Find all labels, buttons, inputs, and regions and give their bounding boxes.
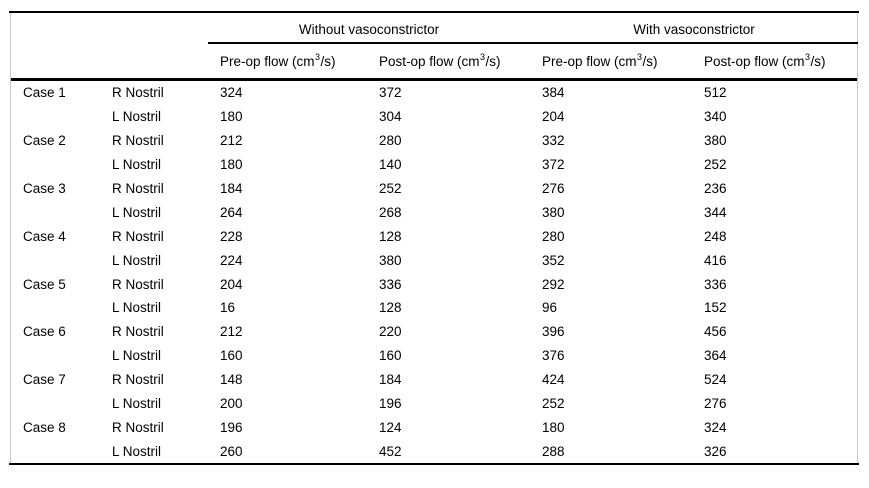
case-label: Case 2	[23, 133, 66, 149]
nostril-label: R Nostril	[112, 419, 164, 435]
with-pre-op-value: 96	[542, 300, 558, 316]
with-post-op-value: 512	[704, 85, 727, 101]
nostril-label: L Nostril	[112, 157, 162, 173]
table-frame	[10, 13, 858, 463]
with-post-op-value: 336	[704, 276, 727, 292]
with-pre-op-value: 292	[542, 276, 565, 292]
case-label: Case 5	[23, 276, 66, 292]
nostril-label: L Nostril	[112, 109, 162, 125]
with-post-op-value: 416	[704, 252, 727, 268]
table-row	[11, 320, 857, 344]
without-post-op-value: 336	[379, 276, 402, 292]
nostril-label: L Nostril	[112, 204, 162, 220]
col-header-without-pre-op: Pre-op flow (cm $^3$ /s)	[220, 52, 336, 69]
with-pre-op-value: 204	[542, 109, 565, 125]
table-row	[11, 81, 857, 105]
without-pre-op-value: 180	[220, 109, 243, 125]
without-pre-op-value: 324	[220, 85, 243, 101]
nostril-label: R Nostril	[112, 324, 164, 340]
with-post-op-value: 236	[704, 181, 727, 196]
with-post-op-value: 324	[704, 419, 727, 435]
without-post-op-value: 160	[379, 348, 402, 364]
without-pre-op-value: 224	[220, 252, 243, 268]
table-row	[11, 368, 857, 392]
table-body	[11, 81, 857, 463]
table-row	[11, 392, 857, 416]
with-post-op-value: 524	[704, 372, 727, 388]
without-post-op-value: 128	[379, 228, 402, 244]
col-header-text: Pre-op flow (cm	[542, 53, 637, 69]
nostril-label: L Nostril	[112, 443, 162, 459]
case-label: Case 1	[23, 85, 66, 101]
col-header-unit: /s)	[642, 53, 658, 69]
without-pre-op-value: 260	[220, 443, 243, 459]
with-post-op-value: 252	[704, 157, 727, 173]
group-header-row	[11, 13, 857, 44]
col-header-without-post-op: Post-op flow (cm $^3$ /s)	[379, 52, 501, 69]
case-label: Case 6	[23, 324, 66, 340]
col-header-unit: /s)	[485, 53, 501, 69]
without-post-op-value: 268	[379, 204, 402, 220]
case-label: Case 8	[23, 419, 66, 435]
table-row	[11, 177, 857, 201]
table-row	[11, 415, 857, 439]
without-pre-op-value: 228	[220, 228, 243, 244]
without-post-op-value: 184	[379, 372, 402, 388]
case-label: Case 4	[23, 228, 66, 244]
col-header-text: Post-op flow (cm	[704, 53, 805, 69]
with-post-op-value: 326	[704, 443, 727, 459]
column-header-row	[11, 44, 857, 81]
with-pre-op-value: 276	[542, 181, 565, 196]
group-header-without-vasoconstrictor: Without vasoconstrictor	[208, 13, 530, 44]
without-pre-op-value: 200	[220, 396, 243, 412]
with-post-op-value: 276	[704, 396, 727, 412]
table-row	[11, 153, 857, 177]
table-row	[11, 224, 857, 248]
with-post-op-value: 380	[704, 133, 727, 149]
without-post-op-value: 140	[379, 157, 402, 173]
group-header-with-vasoconstrictor: With vasoconstrictor	[530, 13, 858, 44]
without-pre-op-value: 160	[220, 348, 243, 364]
col-header-unit: /s)	[810, 53, 826, 69]
without-pre-op-value: 180	[220, 157, 243, 173]
case-label: Case 7	[23, 372, 66, 388]
with-pre-op-value: 180	[542, 419, 565, 435]
with-pre-op-value: 372	[542, 157, 565, 173]
with-pre-op-value: 396	[542, 324, 565, 340]
without-post-op-value: 196	[379, 396, 402, 412]
nostril-label: R Nostril	[112, 133, 164, 149]
without-pre-op-value: 16	[220, 300, 236, 316]
table-row	[11, 248, 857, 272]
with-pre-op-value: 424	[542, 372, 565, 388]
with-post-op-value: 344	[704, 204, 727, 220]
table-row	[11, 272, 857, 296]
with-post-op-value: 364	[704, 348, 727, 364]
table-row	[11, 439, 857, 463]
without-post-op-value: 452	[379, 443, 402, 459]
without-pre-op-value: 184	[220, 181, 243, 196]
with-pre-op-value: 376	[542, 348, 565, 364]
col-header-text: Pre-op flow (cm	[220, 53, 315, 69]
group-header-spacer	[11, 13, 208, 44]
with-pre-op-value: 352	[542, 252, 565, 268]
without-post-op-value: 372	[379, 85, 402, 101]
with-pre-op-value: 252	[542, 396, 565, 412]
without-pre-op-value: 196	[220, 419, 243, 435]
paper-table	[10, 11, 858, 465]
nostril-label: R Nostril	[112, 372, 164, 388]
with-pre-op-value: 380	[542, 204, 565, 220]
col-header-with-pre-op: Pre-op flow (cm $^3$ /s)	[542, 52, 658, 69]
without-post-op-value: 380	[379, 252, 402, 268]
table-row	[11, 296, 857, 320]
without-pre-op-value: 148	[220, 372, 243, 388]
col-header-text: Post-op flow (cm	[379, 53, 480, 69]
nostril-label: R Nostril	[112, 276, 164, 292]
nostril-label: L Nostril	[112, 396, 162, 412]
col-header-with-post-op: Post-op flow (cm $^3$ /s)	[704, 52, 826, 69]
table-row	[11, 129, 857, 153]
case-column-header-empty	[11, 44, 111, 78]
nostril-label: L Nostril	[112, 300, 162, 316]
nostril-label: R Nostril	[112, 181, 164, 196]
without-pre-op-value: 204	[220, 276, 243, 292]
with-post-op-value: 340	[704, 109, 727, 125]
without-pre-op-value: 212	[220, 324, 243, 340]
table-row	[11, 200, 857, 224]
without-pre-op-value: 212	[220, 133, 243, 149]
nostril-label: L Nostril	[112, 252, 162, 268]
with-pre-op-value: 280	[542, 228, 565, 244]
without-pre-op-value: 264	[220, 204, 243, 220]
case-label: Case 3	[23, 181, 66, 196]
with-post-op-value: 248	[704, 228, 727, 244]
with-post-op-value: 152	[704, 300, 727, 316]
without-post-op-value: 128	[379, 300, 402, 316]
nostril-column-header-empty	[111, 44, 208, 78]
with-pre-op-value: 384	[542, 85, 565, 101]
table-bottom-rule	[9, 463, 859, 465]
without-post-op-value: 304	[379, 109, 402, 125]
nostril-label: L Nostril	[112, 348, 162, 364]
nostril-label: R Nostril	[112, 85, 164, 101]
without-post-op-value: 280	[379, 133, 402, 149]
with-pre-op-value: 288	[542, 443, 565, 459]
without-post-op-value: 252	[379, 181, 402, 196]
nostril-label: R Nostril	[112, 228, 164, 244]
col-header-unit: /s)	[320, 53, 336, 69]
table-row	[11, 344, 857, 368]
with-post-op-value: 456	[704, 324, 727, 340]
table-row	[11, 105, 857, 129]
without-post-op-value: 220	[379, 324, 402, 340]
without-post-op-value: 124	[379, 419, 402, 435]
with-pre-op-value: 332	[542, 133, 565, 149]
